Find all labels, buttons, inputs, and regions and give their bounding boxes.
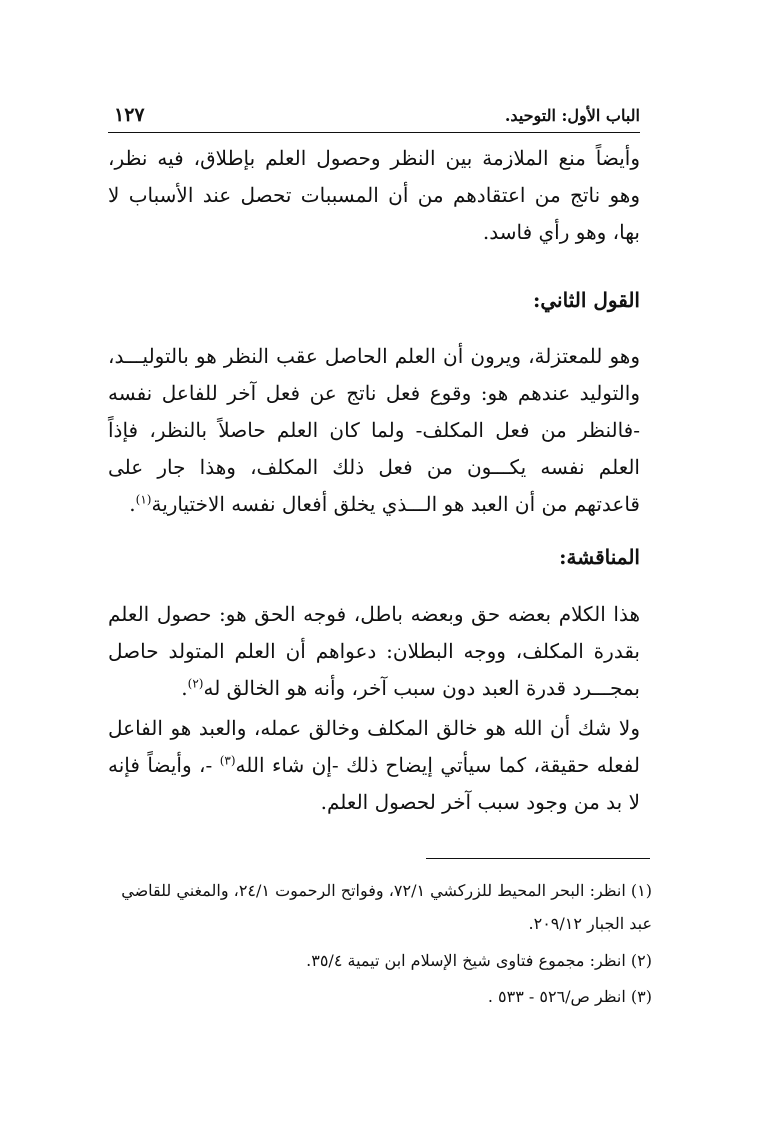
footnote-1: (١) انظر: البحر المحيط للزركشي ٧٢/١، وفواتح الرحموت ٢٤/١، والمغني للقاضي عبد الجبار ٢٠٩/١٢. [121,881,652,933]
paragraph-4-text-a: ولا شك أن الله هو خالق المكلف وخالق عمله، والعبد هو الفاعل لفعله حقيقة، كما سيأتي إيضاح ذلك -إن شاء الله [108,716,640,777]
page-header [108,104,640,133]
footnote-2: (٢) انظر: مجموع فتاوى شيخ الإسلام ابن تيمية ٣٥/٤. [306,951,652,970]
footnote-ref-2: (٢) [187,676,204,691]
footnote-ref-1: (١) [135,492,152,507]
running-title: الباب الأول: التوحيد. [504,106,640,125]
paragraph-2-text: وهو للمعتزلة، ويرون أن العلم الحاصل عقب النظر هو بالتوليـــد، والتوليد عندهم هو: وقوع فعل ناتج عن فعل آخر للفاعل نفسه -فالنظر من فعل المكلف- ولما كان العلم حاصلاً بالنظر، فإذاً العلم نفسه يكـــون من فعل ذلك المكلف، وهذا جار على قاعدتهم من أن العبد هو الـــذي يخلق أفعال نفسه الاختيارية [108,344,640,516]
paragraph-2 [108,338,640,523]
heading-discussion: المناقشة: [559,545,640,569]
footnote-3: (٣) انظر ص/٥٢٦ - ٥٣٣ . [487,987,652,1006]
paragraph-3 [108,596,640,707]
page-number: ١٢٧ [114,104,145,126]
paragraph-3-text: هذا الكلام بعضه حق وبعضه باطل، فوجه الحق هو: حصول العلم بقدرة المكلف، ووجه البطلان: دعواهم أن العلم المتولد حاصل بمجـــرد قدرة العبد دون سبب آخر، وأنه هو الخالق له [108,602,640,700]
paragraph-1: وأيضاً منع الملازمة بين النظر وحصول العلم بإطلاق، فيه نظر، وهو ناتج من اعتقادهم من أن المسببات تحصل عند الأسباب لا بها، وهو رأي فاسد. [108,146,640,244]
footnote-ref-3: (٣) [219,753,236,768]
paragraph-2-end: . [129,492,136,516]
footnote-separator [426,858,650,859]
heading-second-view: القول الثاني: [533,288,640,312]
paragraph-4-text-b: -، وأيضاً فإنه لا بد من وجود سبب آخر لحصول العلم. [108,753,640,814]
paragraph-3-end: . [181,676,188,700]
paragraph-4 [108,710,640,821]
